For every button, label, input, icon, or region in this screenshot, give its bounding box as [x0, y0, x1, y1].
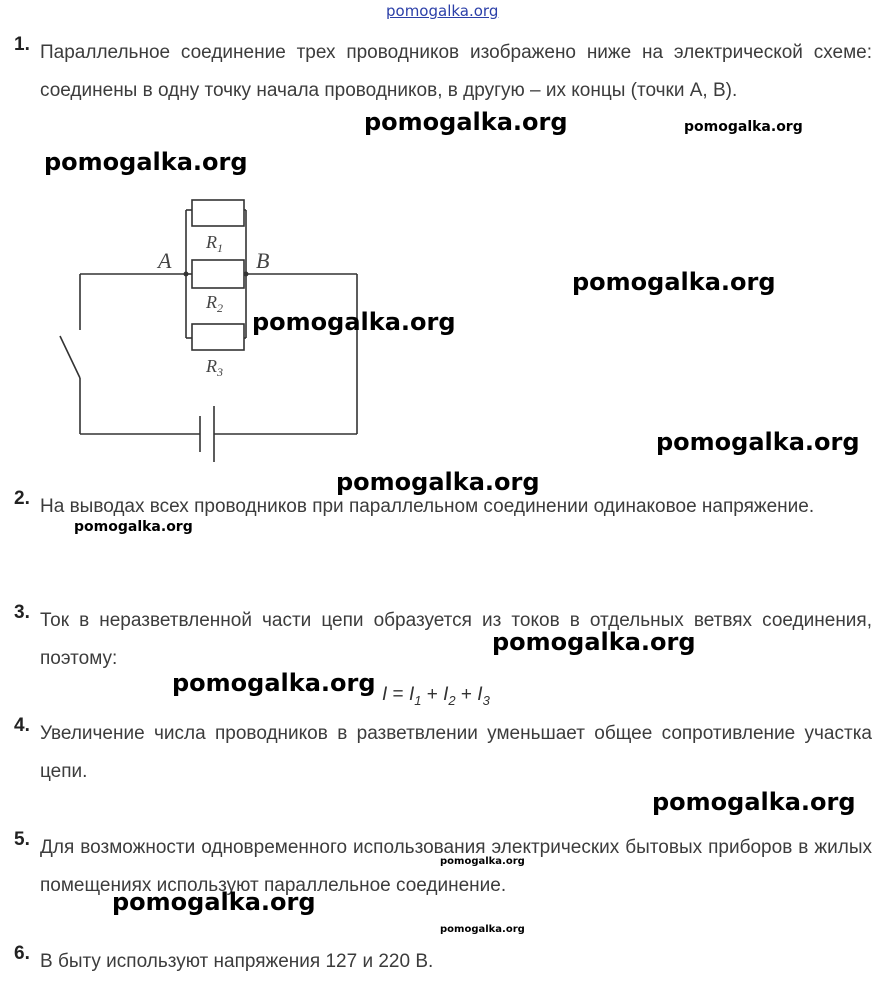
watermark: pomogalka.org	[684, 119, 803, 135]
watermark: pomogalka.org	[74, 519, 193, 535]
watermark: pomogalka.org	[112, 888, 316, 916]
watermark: pomogalka.org	[440, 924, 525, 935]
watermark-top[interactable]: pomogalka.org	[386, 2, 499, 20]
resistor-r2	[192, 260, 244, 288]
watermark: pomogalka.org	[364, 108, 568, 136]
item-text: Ток в неразветвленной части цепи образуется из токов в отдельных ветвях соединения, поэтому:	[40, 610, 872, 669]
label-r2: $R_2$	[206, 292, 223, 315]
watermark: pomogalka.org	[336, 468, 540, 496]
watermark: pomogalka.org	[440, 856, 525, 867]
node-b	[244, 272, 249, 277]
node-a	[184, 272, 189, 277]
item-number: 6.	[14, 943, 30, 964]
item-text: Параллельное соединение трех проводников изображено ниже на электрической схеме: соединены в одну точку начала проводников, в другую – их концы (точки А, В).	[40, 42, 872, 101]
resistor-r1	[192, 200, 244, 226]
item-number: 2.	[14, 488, 30, 509]
label-a: A	[158, 248, 172, 273]
watermark: pomogalka.org	[652, 788, 856, 816]
item-number: 3.	[14, 602, 30, 623]
watermark: pomogalka.org	[252, 308, 456, 336]
item-number: 5.	[14, 829, 30, 850]
watermark: pomogalka.org	[172, 669, 376, 697]
label-b: B	[256, 248, 270, 273]
item-text: В быту используют напряжения 127 и 220 В.	[40, 951, 434, 972]
switch-lever	[60, 336, 80, 378]
resistor-r3	[192, 324, 244, 350]
current-formula: $I = I_1 + I_2 + I_3$	[382, 684, 490, 708]
item-text: Для возможности одновременного использования электрических бытовых приборов в жилых помещениях используют параллельное соединение.	[40, 837, 872, 896]
watermark: pomogalka.org	[492, 628, 696, 656]
label-r3: $R_3$	[206, 356, 223, 379]
item-number: 1.	[14, 34, 30, 55]
watermark: pomogalka.org	[572, 268, 776, 296]
item-text: Увеличение числа проводников в разветвлении уменьшает общее сопротивление участка цепи.	[40, 723, 872, 782]
watermark: pomogalka.org	[44, 148, 248, 176]
item-text: На выводах всех проводников при параллельном соединении одинаковое напряжение.	[40, 496, 815, 517]
item-number: 4.	[14, 715, 30, 736]
label-r1: $R_1$	[206, 232, 223, 255]
watermark: pomogalka.org	[656, 428, 860, 456]
